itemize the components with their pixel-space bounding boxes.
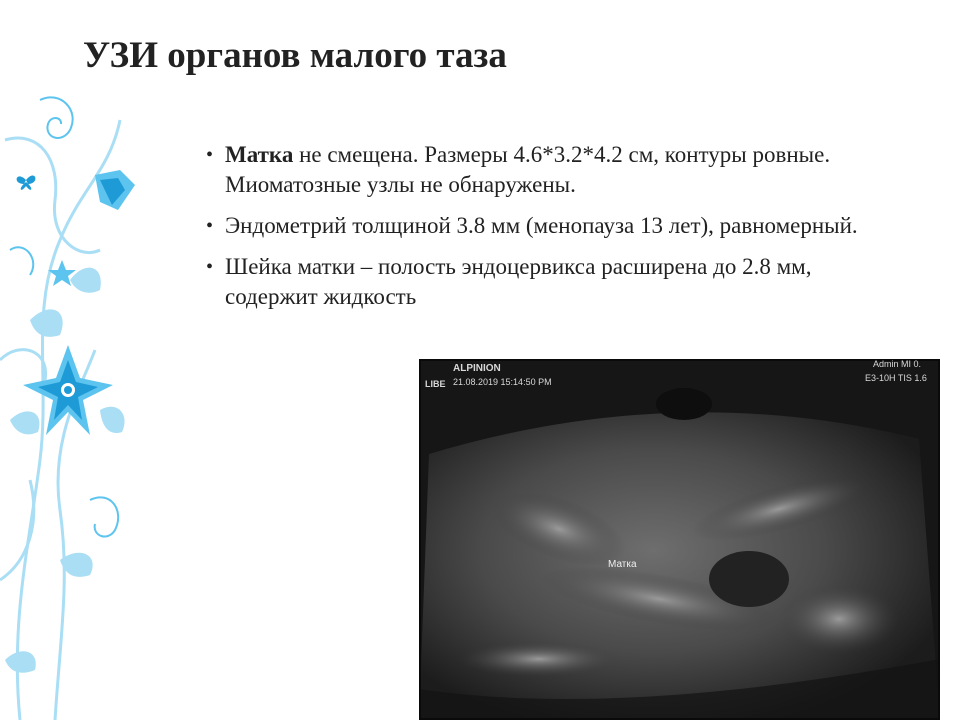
floral-border-icon xyxy=(0,60,175,720)
ultrasound-probe: E3-10H TIS 1.6 xyxy=(865,373,927,383)
bullet-glyph: • xyxy=(206,256,214,278)
bullet-text: Эндометрий толщиной 3.8 мм (менопауза 13 лет), равномерный. xyxy=(225,213,858,238)
bullet-item-endometrium xyxy=(206,211,906,241)
ultrasound-scan xyxy=(419,359,940,720)
butterfly-icon xyxy=(17,176,36,190)
bullet-list xyxy=(206,140,906,323)
bullet-item-uterus xyxy=(206,140,906,200)
ultrasound-annotation: Матка xyxy=(608,559,637,570)
slide-title: УЗИ органов малого таза xyxy=(83,35,507,76)
ultrasound-user: Admin MI 0. xyxy=(873,359,922,369)
bullet-glyph: • xyxy=(206,215,214,237)
ultrasound-image xyxy=(419,359,940,720)
flower-icon xyxy=(95,170,135,210)
bullet-glyph: • xyxy=(206,144,214,166)
ultrasound-side-marker: LIBE xyxy=(425,379,446,389)
bullet-text: Шейка матки – полость эндоцервикса расширена до 2.8 мм, содержит жидкость xyxy=(225,254,812,309)
bullet-text: не смещена. Размеры 4.6*3.2*4.2 см, контуры ровные. Миоматозные узлы не обнаружены. xyxy=(225,142,831,197)
ultrasound-brand: ALPINION xyxy=(453,363,501,374)
bullet-bold-term: Матка xyxy=(225,142,294,167)
ultrasound-datetime: 21.08.2019 15:14:50 PM xyxy=(453,377,552,387)
bullet-item-cervix xyxy=(206,252,906,312)
